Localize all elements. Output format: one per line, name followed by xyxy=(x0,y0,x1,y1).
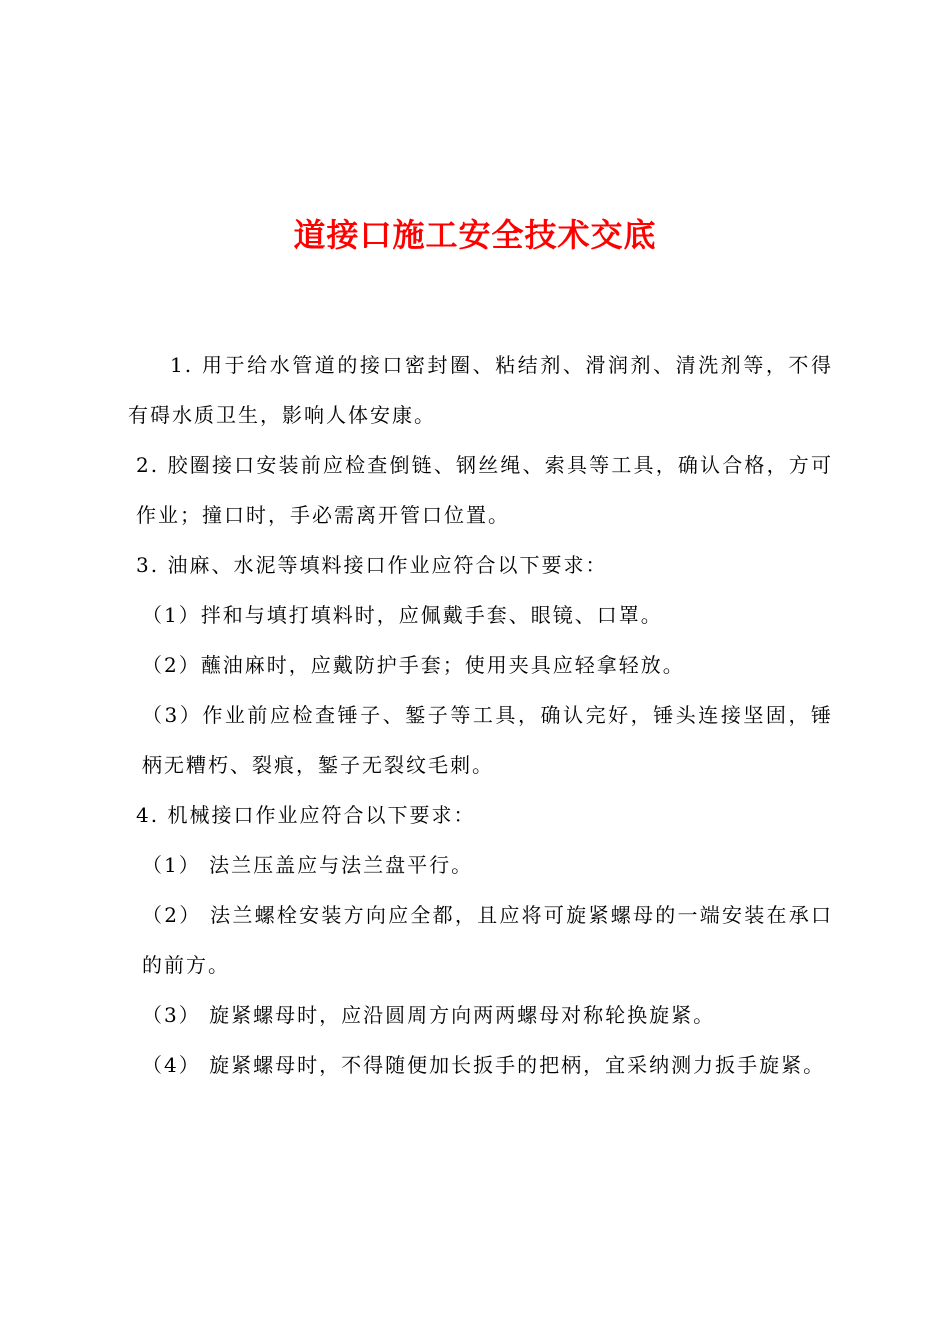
paragraph-4-item-3: （3） 旋紧螺母时，应沿圆周方向两两螺母对称轮换旋紧。 xyxy=(142,1003,716,1027)
paragraph-3: 3. 油麻、水泥等填料接口作业应符合以下要求： xyxy=(136,553,608,577)
paragraph-2: 2. 胶圈接口安装前应检查倒链、钢丝绳、索具等工具，确认合格，方可作业；撞口时，手必需离开管口位置。 xyxy=(136,453,833,527)
paragraph-4-item-4: （4） 旋紧螺母时，不得随便加长扳手的把柄，宜采纳测力扳手旋紧。 xyxy=(142,1053,826,1077)
paragraph-3-item-3: （3）作业前应检查锤子、錾子等工具，确认完好，锤头连接坚固，锤柄无糟朽、裂痕，錾子无裂纹毛刺。 xyxy=(142,703,833,777)
document-body xyxy=(128,340,833,1090)
paragraph-1: 1. 用于给水管道的接口密封圈、粘结剂、滑润剂、清洗剂等，不得有碍水质卫生，影响人体安康。 xyxy=(128,353,833,427)
paragraph-3-item-2: （2）蘸油麻时，应戴防护手套；使用夹具应轻拿轻放。 xyxy=(142,653,685,677)
paragraph-3-item-1: （1）拌和与填打填料时，应佩戴手套、眼镜、口罩。 xyxy=(142,603,663,627)
document-title: 道接口施工安全技术交底 xyxy=(293,216,657,254)
paragraph-4-item-2: （2） 法兰螺栓安装方向应全都，且应将可旋紧螺母的一端安装在承口的前方。 xyxy=(142,903,833,977)
paragraph-4: 4. 机械接口作业应符合以下要求： xyxy=(136,803,476,827)
paragraph-4-item-1: （1） 法兰压盖应与法兰盘平行。 xyxy=(142,853,474,877)
